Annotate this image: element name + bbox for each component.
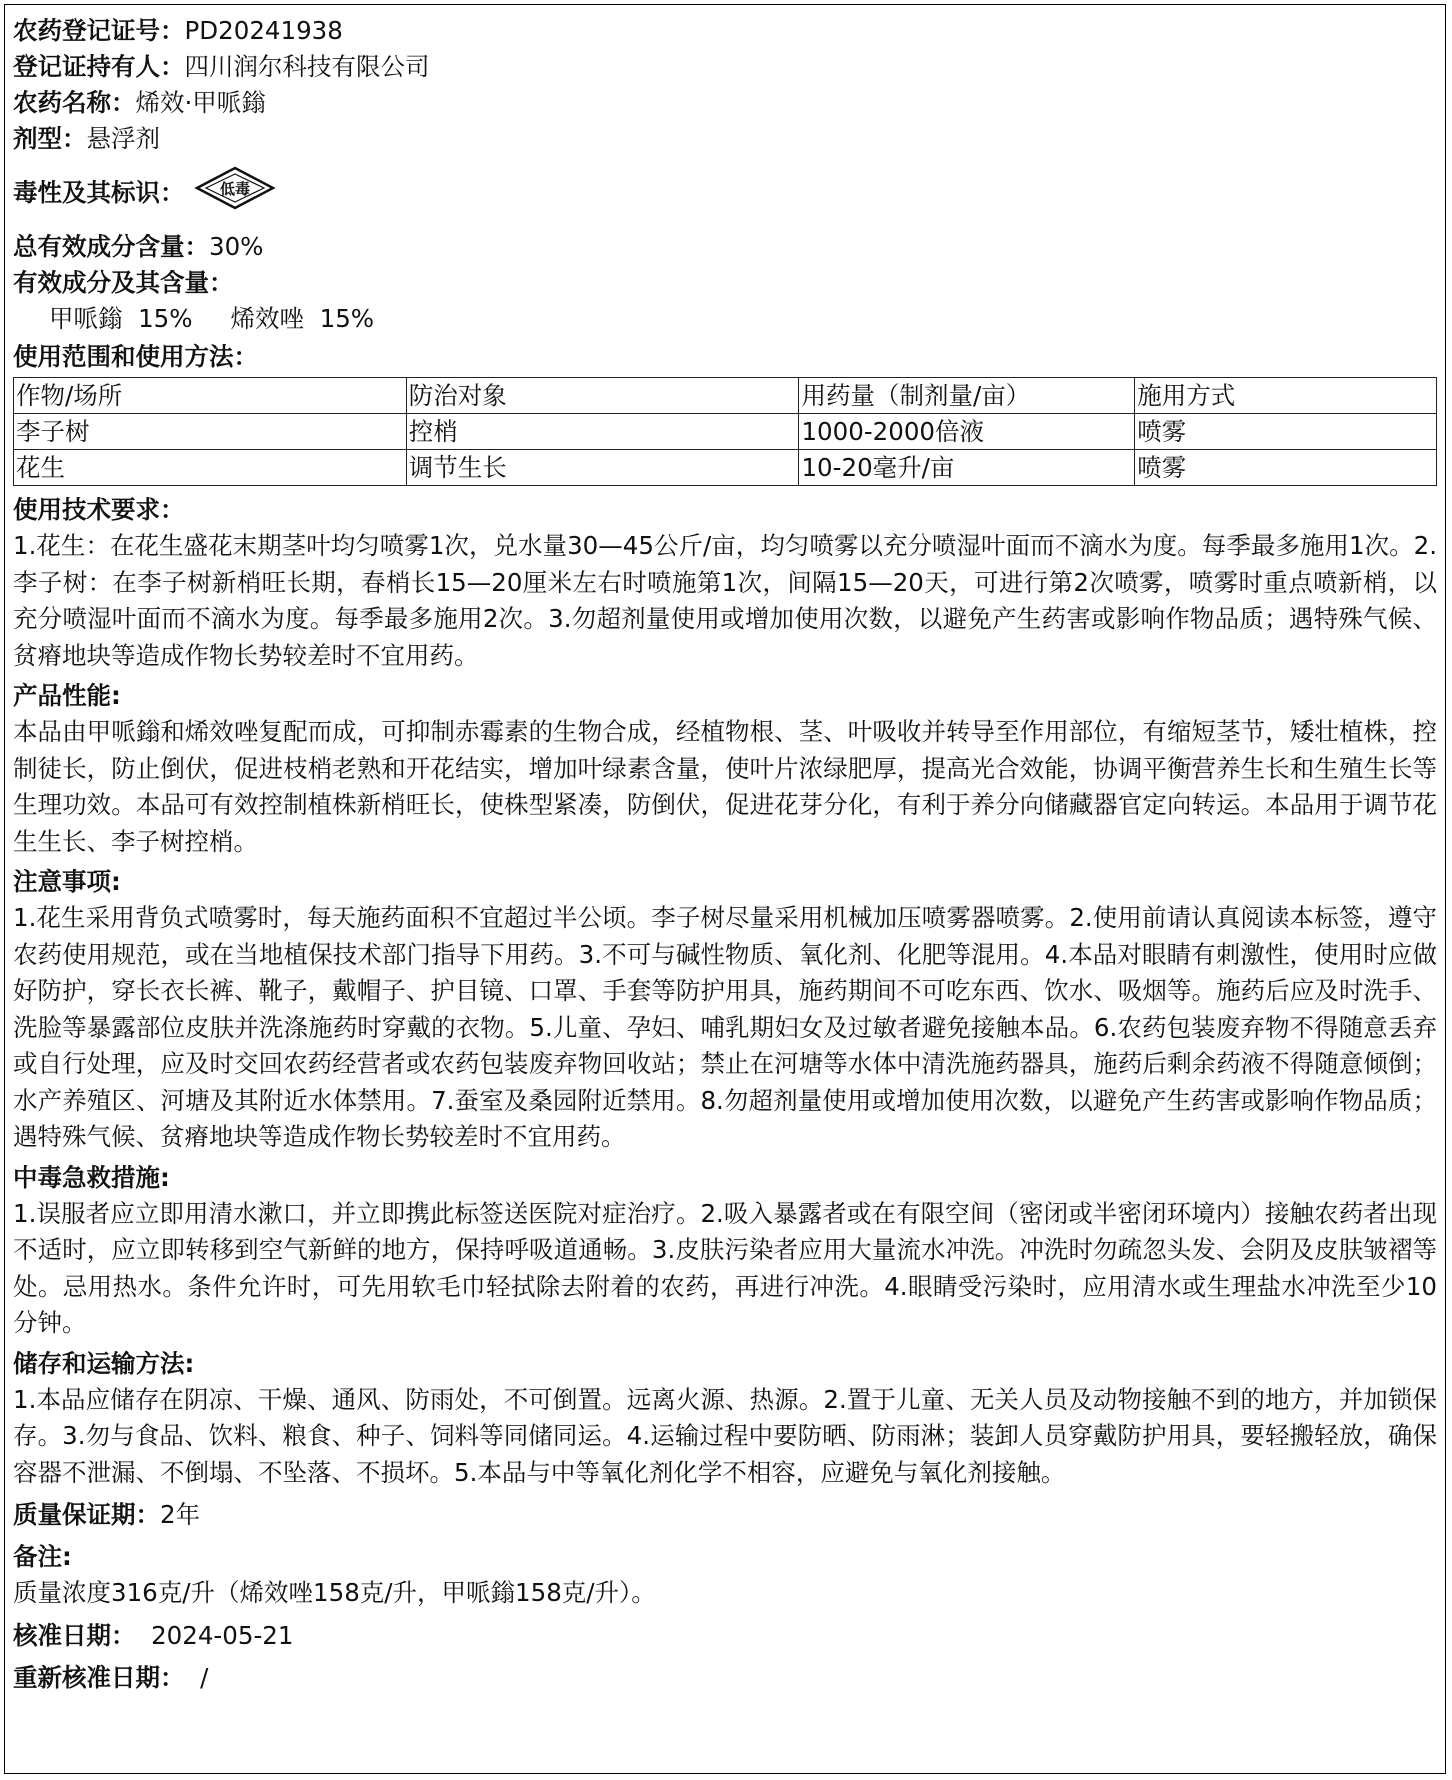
usage-table-header-row (14, 378, 1437, 414)
approval-date-row (13, 1618, 1437, 1654)
precautions-text: 1.花生采用背负式喷雾时，每天施药面积不宜超过半公顷。李子树尽量采用机械加压喷雾器喷雾。2.使用前请认真阅读本标签，遵守农药使用规范，或在当地植保技术部门指导下用药。3.不可与碱性物质、氧化剂、化肥等混用。4.本品对眼睛有刺激性，使用时应做好防护，穿长衣长裤、靴子，戴帽子、护目镜、口罩、手套等防护用具，施药期间不可吃东西、饮水、吸烟等。施药后应及时洗手、洗脸等暴露部位皮肤并洗涤施药时穿戴的衣物。5.儿童、孕妇、哺乳期妇女及过敏者避免接触本品。6.农药包装废弃物不得随意丢弃或自行处理，应及时交回农药经营者或农药包装废弃物回收站；禁止在河塘等水体中清洗施药器具，施药后剩余药液不得随意倾倒；水产养殖区、河塘及其附近水体禁用。7.蚕室及桑园附近禁用。8.勿超剂量使用或增加使用次数，以避免产生药害或影响作物品质；遇特殊气候、贫瘠地块等造成作物长势较差时不宜用药。 (13, 903, 1437, 1151)
remarks-text: 质量浓度316克/升（烯效唑158克/升，甲哌鎓158克/升）。 (13, 1578, 656, 1607)
performance-heading: 产品性能: (13, 681, 121, 710)
pesticide-name-value: 烯效·甲哌鎓 (135, 88, 266, 117)
approval-date-value: 2024-05-21 (151, 1620, 294, 1650)
ingredient-name: 甲哌鎓 (49, 304, 123, 333)
shelf-life-value: 2年 (160, 1500, 201, 1529)
usage-col-header: 防治对象 (406, 378, 799, 414)
registration-holder-value: 四川润尔科技有限公司 (184, 52, 430, 81)
usage-col-header: 施用方式 (1135, 378, 1437, 414)
approval-date-label: 核准日期： (13, 1620, 136, 1650)
low-toxicity-diamond-icon (193, 164, 277, 212)
table-cell-method: 喷雾 (1135, 414, 1437, 450)
table-cell-target: 调节生长 (406, 450, 799, 486)
pesticide-label-document (4, 4, 1446, 1774)
low-toxicity-icon (193, 164, 277, 222)
pesticide-name-label: 农药名称： (13, 88, 136, 117)
registration-holder-label: 登记证持有人： (13, 52, 185, 81)
tech-requirements-text: 1.花生：在花生盛花末期茎叶均匀喷雾1次，兑水量30—45公斤/亩，均匀喷雾以充分喷湿叶面而不滴水为度。每季最多施用1次。2.李子树：在李子树新梢旺长期，春梢长15—20厘米左右时喷施第1次，间隔15—20天，可进行第2次喷雾，喷雾时重点喷新梢，以充分喷湿叶面而不滴水为度。每季最多施用2次。3.勿超剂量使用或增加使用次数，以避免产生药害或影响作物品质；遇特殊气候、贫瘠地块等造成作物长势较差时不宜用药。 (13, 531, 1437, 670)
table-cell-method: 喷雾 (1135, 450, 1437, 486)
total-content-label: 总有效成分含量： (13, 232, 209, 261)
formulation-value: 悬浮剂 (86, 124, 160, 153)
first-aid-heading: 中毒急救措施: (13, 1162, 170, 1192)
storage-heading: 储存和运输方法: (13, 1348, 195, 1378)
ingredient-content: 15% (319, 304, 375, 333)
ingredient-content: 15% (138, 304, 193, 333)
storage-text: 1.本品应储存在阴凉、干燥、通风、防雨处，不可倒置。远离火源、热源。2.置于儿童、无关人员及动物接触不到的地方，并加锁保存。3.勿与食品、饮料、粮食、种子、饲料等同储同运。4.运输过程中要防晒、防雨淋；装卸人员穿戴防护用具，要轻搬轻放，确保容器不泄漏、不倒塌、不坠落、不损坏。5.本品与中等氧化剂化学不相容，应避免与氧化剂接触。 (13, 1384, 1437, 1487)
usage-col-header: 用药量（制剂量/亩） (799, 378, 1135, 414)
usage-heading: 使用范围和使用方法： (13, 342, 258, 371)
usage-col-header: 作物/场所 (14, 378, 407, 414)
formulation-row (13, 121, 1437, 157)
registration-number-label: 农药登记证号： (13, 16, 185, 45)
formulation-label: 剂型： (13, 124, 87, 153)
pesticide-name-row (13, 85, 1437, 121)
usage-table (13, 377, 1437, 486)
performance-text: 本品由甲哌鎓和烯效唑复配而成，可抑制赤霉素的生物合成，经植物根、茎、叶吸收并转导至作用部位，有缩短茎节，矮壮植株，控制徒长，防止倒伏，促进枝梢老熟和开花结实，增加叶绿素含量，使叶片浓绿肥厚，提高光合效能，协调平衡营养生长和生殖生长等生理功效。本品可有效控制植株新梢旺长，使株型紧凑，防倒伏，促进花芽分化，有利于养分向储藏器官定向转运。本品用于调节花生生长、李子树控梢。 (13, 717, 1437, 856)
tech-requirements-heading: 使用技术要求： (13, 495, 185, 524)
reapproval-date-row (13, 1660, 1437, 1696)
table-cell-dosage: 10-20毫升/亩 (799, 450, 1135, 486)
shelf-life-row (13, 1497, 1437, 1533)
table-cell-dosage: 1000-2000倍液 (799, 414, 1135, 450)
toxicity-label: 毒性及其标识： (13, 178, 185, 207)
reapproval-date-label: 重新核准日期： (13, 1662, 185, 1692)
table-cell-target: 控梢 (406, 414, 799, 450)
ingredient-name: 烯效唑 (230, 304, 305, 333)
total-content-value: 30% (209, 232, 264, 261)
table-row (14, 414, 1437, 450)
remarks-heading: 备注: (13, 1542, 72, 1571)
table-cell-crop: 花生 (14, 450, 407, 486)
registration-number-value: PD20241938 (184, 16, 343, 45)
ingredients-label: 有效成分及其含量： (13, 268, 234, 297)
shelf-life-label: 质量保证期： (13, 1500, 160, 1529)
reapproval-date-value: / (200, 1662, 209, 1692)
registration-number-row (13, 13, 1437, 49)
ingredients-list (13, 301, 1437, 337)
first-aid-text: 1.误服者应立即用清水漱口，并立即携此标签送医院对症治疗。2.吸入暴露者或在有限空间（密闭或半密闭环境内）接触农药者出现不适时，应立即转移到空气新鲜的地方，保持呼吸道通畅。3.皮肤污染者应用大量流水冲洗。冲洗时勿疏忽头发、会阴及皮肤皱褶等处。忌用热水。条件允许时，可先用软毛巾轻拭除去附着的农药，再进行冲洗。4.眼睛受污染时，应用清水或生理盐水冲洗至少10分钟。 (13, 1198, 1437, 1337)
table-cell-crop: 李子树 (14, 414, 407, 450)
total-content-row (13, 229, 1437, 265)
table-row (14, 450, 1437, 486)
precautions-heading: 注意事项: (13, 867, 121, 896)
registration-holder-row (13, 49, 1437, 85)
low-toxicity-icon-text: 低毒 (219, 180, 250, 198)
toxicity-row (13, 157, 1437, 229)
